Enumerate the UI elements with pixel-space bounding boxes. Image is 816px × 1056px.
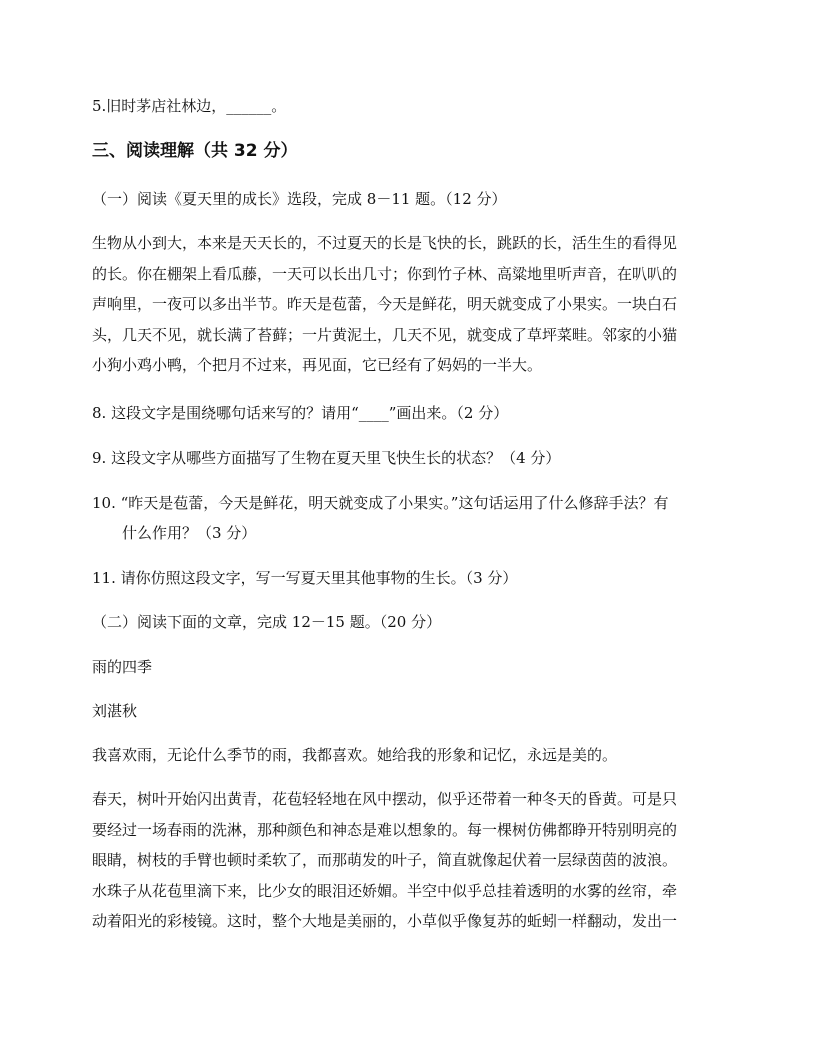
fill-item-5: 5.旧时茅店社林边，______。: [92, 97, 287, 115]
part1-intro: （一）阅读《夏天里的成长》选段，完成 8－11 题。（12 分）: [92, 190, 507, 208]
question-10-line2: 什么作用？（3 分）: [122, 524, 257, 542]
article-paragraph-2: [92, 784, 726, 937]
passage-line: 的长。你在棚架上看瓜藤，一天可以长出几寸；你到竹子林、高粱地里听声音，在叭叭的: [92, 264, 678, 283]
paragraph-line: 动着阳光的彩棱镜。这时，整个大地是美丽的，小草似乎像复苏的蚯蚓一样翻动，发出一: [92, 912, 678, 930]
section-heading: 三、阅读理解（共 32 分）: [92, 141, 298, 161]
passage-line: 头，几天不见，就长满了苔藓；一片黄泥土，几天不见，就变成了草坪菜畦。邻家的小猫: [92, 325, 678, 344]
article-title: 雨的四季: [92, 658, 153, 676]
article-author: 刘湛秋: [92, 702, 138, 720]
paragraph-line: 眼睛，树枝的手臂也顿时柔软了，而那萌发的叶子，简直就像起伏着一层绿茵茵的波浪。: [92, 851, 678, 869]
part2-intro: （二）阅读下面的文章，完成 12－15 题。（20 分）: [92, 613, 442, 631]
question-9: 9. 这段文字从哪些方面描写了生物在夏天里飞快生长的状态？（4 分）: [92, 449, 561, 467]
passage-line: 声响里，一夜可以多出半节。昨天是苞蕾，今天是鲜花，明天就变成了小果实。一块白石: [92, 295, 678, 313]
article-paragraph-1: 我喜欢雨，无论什么季节的雨，我都喜欢。她给我的形象和记忆，永远是美的。: [92, 746, 618, 764]
part1-passage: [92, 228, 726, 381]
question-10-line1: 10. “昨天是苞蕾，今天是鲜花，明天就变成了小果实。”这句话运用了什么修辞手法？有: [92, 494, 669, 512]
question-11: 11. 请你仿照这段文字，写一写夏天里其他事物的生长。（3 分）: [92, 569, 518, 587]
paragraph-line: 水珠子从花苞里滴下来，比少女的眼泪还娇媚。半空中似乎总挂着透明的水雾的丝帘，牵: [92, 881, 678, 900]
passage-line: 小狗小鸡小鸭，个把月不过来，再见面，它已经有了妈妈的一半大。: [92, 356, 543, 374]
paragraph-line: 要经过一场春雨的洗淋，那种颜色和神态是难以想象的。每一棵树仿佛都睁开特别明亮的: [92, 820, 678, 839]
question-8: 8. 这段文字是围绕哪句话来写的？请用“____”画出来。（2 分）: [92, 404, 509, 422]
passage-line: 生物从小到大，本来是天天长的，不过夏天的长是飞快的长，跳跃的长，活生生的看得见: [92, 234, 678, 252]
question-10: [92, 488, 726, 548]
paragraph-line: 春天，树叶开始闪出黄青，花苞轻轻地在风中摆动，似乎还带着一种冬天的昏黄。可是只: [92, 790, 678, 808]
